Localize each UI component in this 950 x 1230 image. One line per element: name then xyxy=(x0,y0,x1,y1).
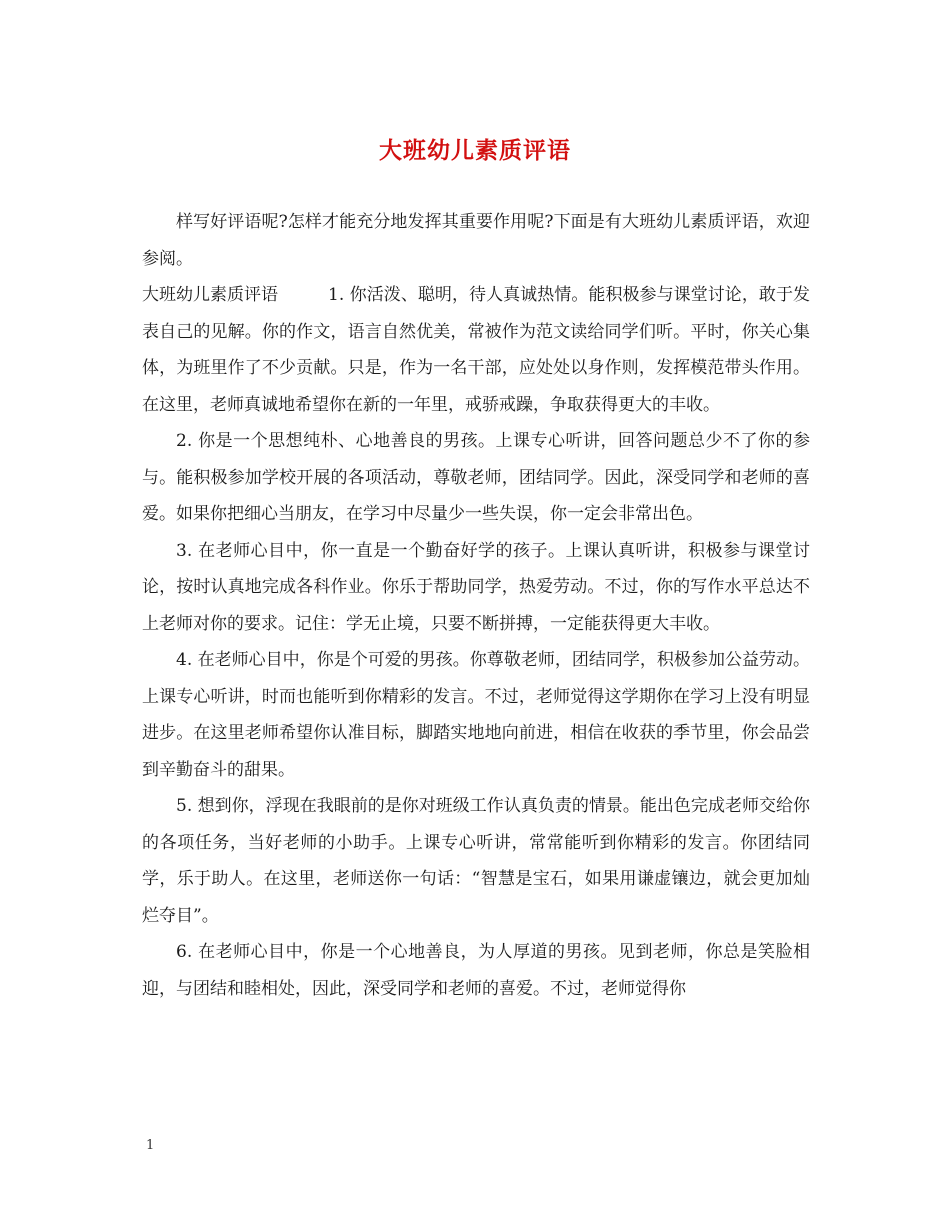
section-label: 大班幼儿素质评语 xyxy=(142,285,278,305)
document-body xyxy=(142,204,810,1007)
item-paragraph-2: 2. 你是一个思想纯朴、心地善良的男孩。上课专心听讲，回答问题总少不了你的参与。能积极参加学校开展的各项活动，尊敬老师，团结同学。因此，深受同学和老师的喜爱。如果你把细心当朋友，在学习中尽量少一些失误，你一定会非常出色。 xyxy=(142,431,810,524)
item-paragraph-3: 3. 在老师心目中，你一直是一个勤奋好学的孩子。上课认真听讲，积极参与课堂讨论，按时认真地完成各科作业。你乐于帮助同学，热爱劳动。不过，你的写作水平总达不上老师对你的要求。记住：学无止境，只要不断拼搏，一定能获得更大丰收。 xyxy=(142,540,810,634)
item-paragraph-1 xyxy=(142,277,810,423)
item-paragraph-4: 4. 在老师心目中，你是个可爱的男孩。你尊敬老师，团结同学，积极参加公益劳动。上课专心听讲，时而也能听到你精彩的发言。不过，老师觉得这学期你在学习上没有明显进步。在这里老师希望你认准目标，脚踏实地地向前进，相信在收获的季节里，你会品尝到辛勤奋斗的甜果。 xyxy=(142,650,810,780)
item-paragraph-6: 6. 在老师心目中，你是一个心地善良，为人厚道的男孩。见到老师，你总是笑脸相迎，与团结和睦相处，因此，深受同学和老师的喜爱。不过，老师觉得你 xyxy=(142,942,810,999)
intro-paragraph: 样写好评语呢?怎样才能充分地发挥其重要作用呢?下面是有大班幼儿素质评语，欢迎参阅。 xyxy=(142,212,810,269)
item-paragraph-5: 5. 想到你，浮现在我眼前的是你对班级工作认真负责的情景。能出色完成老师交给你的各项任务，当好老师的小助手。上课专心听讲，常常能听到你精彩的发言。你团结同学，乐于助人。在这里，老师送你一句话：“智慧是宝石，如果用谦虚镶边，就会更加灿烂夺目”。 xyxy=(142,796,810,926)
item-text-1: 1. 你活泼、聪明，待人真诚热情。能积极参与课堂讨论，敢于发表自己的见解。你的作文，语言自然优美，常被作为范文读给同学们听。平时，你关心集体，为班里作了不少贡献。只是，作为一名干部，应处处以身作则，发挥模范带头作用。在这里，老师真诚地希望你在新的一年里，戒骄戒躁，争取获得更大的丰收。 xyxy=(142,285,810,415)
document-title: 大班幼儿素质评语 xyxy=(379,137,571,164)
page-number: 1 xyxy=(146,1138,155,1153)
